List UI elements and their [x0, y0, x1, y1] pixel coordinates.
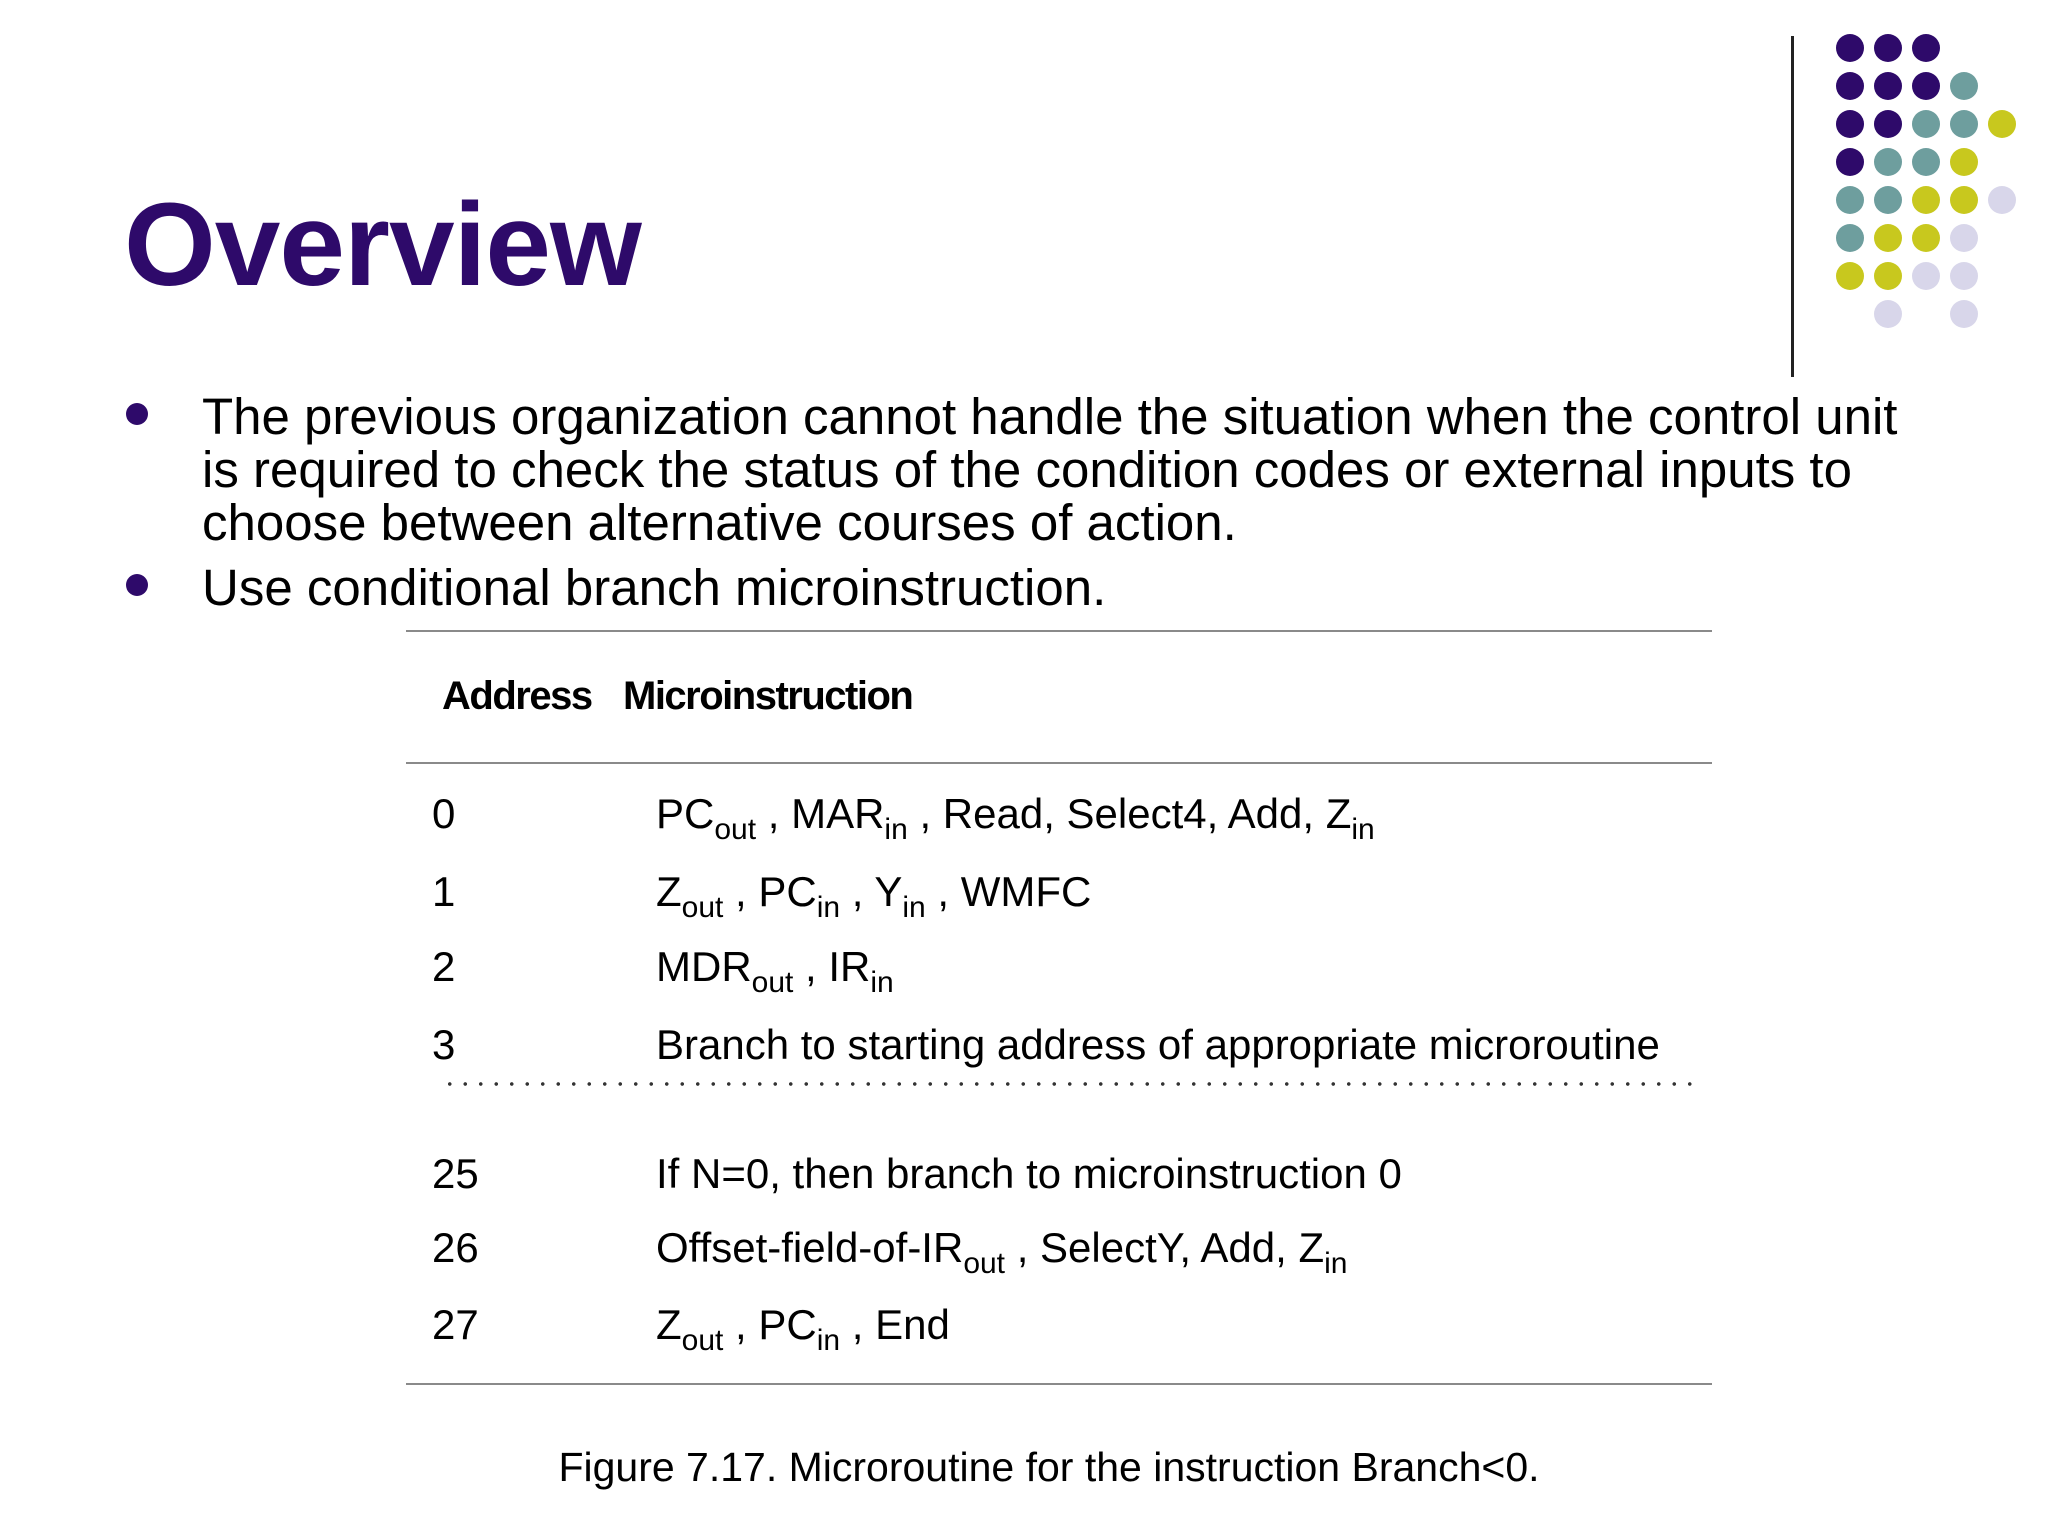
row-microinstruction	[656, 1150, 1402, 1198]
decorative-dot	[1874, 186, 1902, 214]
decorative-dot	[1836, 110, 1864, 138]
table-header-rule	[406, 762, 1712, 764]
decorative-dot	[1950, 72, 1978, 100]
decorative-dot	[1874, 224, 1902, 252]
row-address: 0	[432, 790, 456, 837]
decorative-dot	[1912, 262, 1940, 290]
row-address: 26	[432, 1224, 479, 1271]
signal-text: , End	[840, 1301, 950, 1348]
row-microinstruction	[656, 1021, 1660, 1069]
decorative-dot	[1950, 148, 1978, 176]
table-top-rule	[406, 630, 1712, 632]
bullet-item	[124, 390, 1924, 549]
signal-subscript: in	[884, 813, 908, 846]
decorative-dot	[1912, 186, 1940, 214]
decorative-dot	[1874, 34, 1902, 62]
signal-subscript: in	[1324, 1247, 1348, 1280]
decorative-dot	[1912, 72, 1940, 100]
row-microinstruction	[656, 868, 1092, 924]
bullet-text: The previous organization cannot handle the situation when the control unit is required to check the status of the condition codes or external inputs to choose between alternative courses of action.	[202, 388, 1898, 551]
signal-subscript: out	[681, 891, 724, 924]
signal-subscript: in	[870, 966, 894, 999]
signal-text: , Read, Select4, Add, Z	[907, 790, 1352, 837]
decorative-dot	[1950, 110, 1978, 138]
signal-subscript: out	[751, 966, 794, 999]
decorative-dot	[1950, 300, 1978, 328]
signal-text: , IR	[793, 943, 871, 990]
bullet-item	[124, 561, 1924, 614]
decorative-dot	[1874, 72, 1902, 100]
row-address: 27	[432, 1301, 479, 1348]
decorative-dot	[1874, 148, 1902, 176]
slide-title: Overview	[124, 179, 641, 311]
decorative-dot	[1950, 224, 1978, 252]
signal-text: , PC	[723, 1301, 817, 1348]
row-microinstruction	[656, 1224, 1348, 1280]
decorative-dot	[1836, 224, 1864, 252]
decorative-dot	[1874, 110, 1902, 138]
decorative-dot	[1988, 110, 2016, 138]
signal-text: PC	[656, 790, 715, 837]
decorative-dot	[1912, 224, 1940, 252]
row-address: 1	[432, 868, 456, 915]
bullet-text: Use conditional branch microinstruction.	[202, 559, 1107, 616]
decorative-dot	[1874, 300, 1902, 328]
signal-subscript: out	[963, 1247, 1006, 1280]
signal-subscript: out	[681, 1324, 724, 1357]
bullet-dot-icon	[126, 403, 148, 425]
decorative-dot	[1874, 262, 1902, 290]
signal-subscript: in	[816, 891, 841, 924]
decorative-dot	[1912, 34, 1940, 62]
signal-text: Z	[656, 1301, 682, 1348]
decorative-dot	[1950, 186, 1978, 214]
decorative-dot	[1836, 262, 1864, 290]
signal-subscript: in	[902, 891, 926, 924]
header-address: Address	[442, 674, 592, 718]
row-microinstruction	[656, 1301, 950, 1357]
bullet-dot-icon	[126, 574, 148, 596]
signal-text: MDR	[656, 943, 752, 990]
table-bottom-rule	[406, 1383, 1712, 1385]
decorative-dot	[1836, 72, 1864, 100]
dotted-separator	[442, 1082, 1692, 1086]
signal-text: , SelectY, Add, Z	[1005, 1224, 1325, 1271]
signal-text: , Y	[840, 868, 903, 915]
row-address: 3	[432, 1021, 456, 1068]
signal-subscript: in	[1351, 813, 1375, 846]
signal-text: Branch to starting address of appropriate microroutine	[656, 1021, 1660, 1068]
signal-subscript: in	[816, 1324, 841, 1357]
row-address: 2	[432, 943, 456, 990]
decorative-dot	[1836, 148, 1864, 176]
decorative-dot	[1912, 148, 1940, 176]
decorative-dot	[1836, 34, 1864, 62]
signal-text: If N=0, then branch to microinstruction 0	[656, 1150, 1402, 1197]
signal-text: , PC	[723, 868, 817, 915]
signal-text: , WMFC	[925, 868, 1092, 915]
decorative-dot	[1836, 186, 1864, 214]
signal-text: Offset-field-of-IR	[656, 1224, 964, 1271]
decorative-dot	[1950, 262, 1978, 290]
row-microinstruction	[656, 943, 894, 999]
figure-caption: Figure 7.17. Microroutine for the instruction Branch<0.	[558, 1444, 1540, 1490]
row-address: 25	[432, 1150, 479, 1197]
signal-subscript: out	[714, 813, 757, 846]
signal-text: , MAR	[756, 790, 885, 837]
vertical-divider	[1791, 36, 1794, 377]
decorative-dot	[1912, 110, 1940, 138]
signal-text: Z	[656, 868, 682, 915]
header-microinstruction: Microinstruction	[623, 674, 913, 718]
decorative-dot	[1988, 186, 2016, 214]
row-microinstruction	[656, 790, 1375, 846]
bullet-list	[124, 390, 1924, 626]
